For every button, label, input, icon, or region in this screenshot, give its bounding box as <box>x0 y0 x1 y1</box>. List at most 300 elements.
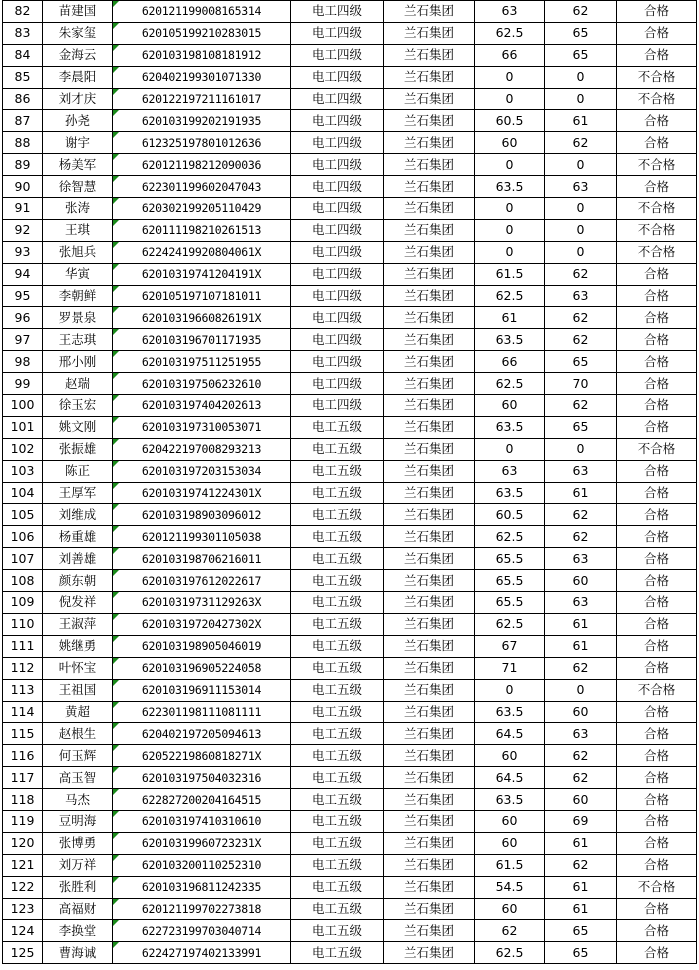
score-1-cell[interactable]: 62.5 <box>475 22 545 44</box>
score-1-cell[interactable]: 65.5 <box>475 570 545 592</box>
row-number-cell[interactable]: 88 <box>3 132 43 154</box>
result-cell[interactable]: 合格 <box>617 176 697 198</box>
score-2-cell[interactable]: 60 <box>545 570 617 592</box>
level-cell[interactable]: 电工四级 <box>291 1 384 23</box>
id-number-cell[interactable]: 62010319741224301X <box>113 482 291 504</box>
row-number-cell[interactable]: 105 <box>3 504 43 526</box>
name-cell[interactable]: 朱家玺 <box>43 22 113 44</box>
score-1-cell[interactable]: 62 <box>475 920 545 942</box>
id-number-cell[interactable]: 62010319720427302X <box>113 613 291 635</box>
score-2-cell[interactable]: 0 <box>545 219 617 241</box>
row-number-cell[interactable]: 96 <box>3 307 43 329</box>
level-cell[interactable]: 电工五级 <box>291 504 384 526</box>
result-cell[interactable]: 合格 <box>617 942 697 964</box>
score-1-cell[interactable]: 60.5 <box>475 504 545 526</box>
score-1-cell[interactable]: 62.5 <box>475 526 545 548</box>
row-number-cell[interactable]: 125 <box>3 942 43 964</box>
score-1-cell[interactable]: 66 <box>475 351 545 373</box>
score-2-cell[interactable]: 62 <box>545 504 617 526</box>
row-number-cell[interactable]: 119 <box>3 810 43 832</box>
level-cell[interactable]: 电工四级 <box>291 263 384 285</box>
level-cell[interactable]: 电工五级 <box>291 789 384 811</box>
result-cell[interactable]: 合格 <box>617 460 697 482</box>
name-cell[interactable]: 谢宇 <box>43 132 113 154</box>
id-number-cell[interactable]: 622723199703040714 <box>113 920 291 942</box>
row-number-cell[interactable]: 106 <box>3 526 43 548</box>
unit-cell[interactable]: 兰石集团 <box>384 285 475 307</box>
id-number-cell[interactable]: 620103198706216011 <box>113 548 291 570</box>
name-cell[interactable]: 马杰 <box>43 789 113 811</box>
score-2-cell[interactable]: 62 <box>545 657 617 679</box>
row-number-cell[interactable]: 83 <box>3 22 43 44</box>
name-cell[interactable]: 刘维成 <box>43 504 113 526</box>
unit-cell[interactable]: 兰石集团 <box>384 635 475 657</box>
id-number-cell[interactable]: 620103196905224058 <box>113 657 291 679</box>
score-2-cell[interactable]: 65 <box>545 942 617 964</box>
unit-cell[interactable]: 兰石集团 <box>384 723 475 745</box>
unit-cell[interactable]: 兰石集团 <box>384 22 475 44</box>
row-number-cell[interactable]: 115 <box>3 723 43 745</box>
id-number-cell[interactable]: 620302199205110429 <box>113 198 291 220</box>
name-cell[interactable]: 赵瑞 <box>43 373 113 395</box>
score-1-cell[interactable]: 63.5 <box>475 701 545 723</box>
unit-cell[interactable]: 兰石集团 <box>384 307 475 329</box>
level-cell[interactable]: 电工五级 <box>291 657 384 679</box>
name-cell[interactable]: 张博勇 <box>43 832 113 854</box>
score-1-cell[interactable]: 63.5 <box>475 416 545 438</box>
score-2-cell[interactable]: 62 <box>545 767 617 789</box>
id-number-cell[interactable]: 620103199202191935 <box>113 110 291 132</box>
score-2-cell[interactable]: 70 <box>545 373 617 395</box>
level-cell[interactable]: 电工四级 <box>291 110 384 132</box>
score-1-cell[interactable]: 61.5 <box>475 854 545 876</box>
unit-cell[interactable]: 兰石集团 <box>384 920 475 942</box>
row-number-cell[interactable]: 90 <box>3 176 43 198</box>
id-number-cell[interactable]: 620422197008293213 <box>113 438 291 460</box>
row-number-cell[interactable]: 97 <box>3 329 43 351</box>
name-cell[interactable]: 刘善雄 <box>43 548 113 570</box>
id-number-cell[interactable]: 620103198108181912 <box>113 44 291 66</box>
row-number-cell[interactable]: 101 <box>3 416 43 438</box>
unit-cell[interactable]: 兰石集团 <box>384 570 475 592</box>
score-2-cell[interactable]: 63 <box>545 548 617 570</box>
score-2-cell[interactable]: 62 <box>545 395 617 417</box>
level-cell[interactable]: 电工五级 <box>291 920 384 942</box>
id-number-cell[interactable]: 622427197402133991 <box>113 942 291 964</box>
score-2-cell[interactable]: 62 <box>545 526 617 548</box>
result-cell[interactable]: 合格 <box>617 701 697 723</box>
row-number-cell[interactable]: 120 <box>3 832 43 854</box>
level-cell[interactable]: 电工五级 <box>291 548 384 570</box>
id-number-cell[interactable]: 620103197203153034 <box>113 460 291 482</box>
score-2-cell[interactable]: 60 <box>545 701 617 723</box>
row-number-cell[interactable]: 86 <box>3 88 43 110</box>
score-1-cell[interactable]: 62.5 <box>475 373 545 395</box>
result-cell[interactable]: 合格 <box>617 613 697 635</box>
row-number-cell[interactable]: 116 <box>3 745 43 767</box>
unit-cell[interactable]: 兰石集团 <box>384 154 475 176</box>
result-cell[interactable]: 合格 <box>617 504 697 526</box>
result-cell[interactable]: 合格 <box>617 285 697 307</box>
score-2-cell[interactable]: 65 <box>545 416 617 438</box>
row-number-cell[interactable]: 89 <box>3 154 43 176</box>
result-cell[interactable]: 合格 <box>617 898 697 920</box>
unit-cell[interactable]: 兰石集团 <box>384 460 475 482</box>
id-number-cell[interactable]: 620121199702273818 <box>113 898 291 920</box>
score-1-cell[interactable]: 61.5 <box>475 263 545 285</box>
id-number-cell[interactable]: 620111198210261513 <box>113 219 291 241</box>
unit-cell[interactable]: 兰石集团 <box>384 219 475 241</box>
unit-cell[interactable]: 兰石集团 <box>384 657 475 679</box>
row-number-cell[interactable]: 123 <box>3 898 43 920</box>
score-1-cell[interactable]: 54.5 <box>475 876 545 898</box>
name-cell[interactable]: 罗景泉 <box>43 307 113 329</box>
result-cell[interactable]: 不合格 <box>617 154 697 176</box>
unit-cell[interactable]: 兰石集团 <box>384 373 475 395</box>
level-cell[interactable]: 电工四级 <box>291 44 384 66</box>
id-number-cell[interactable]: 620103196811242335 <box>113 876 291 898</box>
result-cell[interactable]: 不合格 <box>617 219 697 241</box>
level-cell[interactable]: 电工五级 <box>291 767 384 789</box>
row-number-cell[interactable]: 98 <box>3 351 43 373</box>
row-number-cell[interactable]: 94 <box>3 263 43 285</box>
score-1-cell[interactable]: 0 <box>475 88 545 110</box>
id-number-cell[interactable]: 620103197410310610 <box>113 810 291 832</box>
id-number-cell[interactable]: 620121198212090036 <box>113 154 291 176</box>
score-2-cell[interactable]: 0 <box>545 154 617 176</box>
result-cell[interactable]: 合格 <box>617 854 697 876</box>
row-number-cell[interactable]: 122 <box>3 876 43 898</box>
id-number-cell[interactable]: 620103198905046019 <box>113 635 291 657</box>
unit-cell[interactable]: 兰石集团 <box>384 504 475 526</box>
row-number-cell[interactable]: 121 <box>3 854 43 876</box>
score-2-cell[interactable]: 61 <box>545 898 617 920</box>
level-cell[interactable]: 电工五级 <box>291 416 384 438</box>
result-cell[interactable]: 不合格 <box>617 66 697 88</box>
id-number-cell[interactable]: 620103196701171935 <box>113 329 291 351</box>
level-cell[interactable]: 电工四级 <box>291 132 384 154</box>
result-cell[interactable]: 合格 <box>617 44 697 66</box>
name-cell[interactable]: 陈正 <box>43 460 113 482</box>
result-cell[interactable]: 不合格 <box>617 876 697 898</box>
row-number-cell[interactable]: 102 <box>3 438 43 460</box>
score-1-cell[interactable]: 63 <box>475 1 545 23</box>
id-number-cell[interactable]: 620121199301105038 <box>113 526 291 548</box>
level-cell[interactable]: 电工五级 <box>291 898 384 920</box>
result-cell[interactable]: 合格 <box>617 416 697 438</box>
result-cell[interactable]: 合格 <box>617 745 697 767</box>
row-number-cell[interactable]: 91 <box>3 198 43 220</box>
result-cell[interactable]: 不合格 <box>617 438 697 460</box>
name-cell[interactable]: 李朝鲜 <box>43 285 113 307</box>
score-1-cell[interactable]: 60 <box>475 745 545 767</box>
name-cell[interactable]: 黄超 <box>43 701 113 723</box>
score-2-cell[interactable]: 63 <box>545 285 617 307</box>
unit-cell[interactable]: 兰石集团 <box>384 942 475 964</box>
id-number-cell[interactable]: 620103197511251955 <box>113 351 291 373</box>
name-cell[interactable]: 王祖国 <box>43 679 113 701</box>
name-cell[interactable]: 张涛 <box>43 198 113 220</box>
score-1-cell[interactable]: 62.5 <box>475 613 545 635</box>
level-cell[interactable]: 电工五级 <box>291 438 384 460</box>
result-cell[interactable]: 合格 <box>617 22 697 44</box>
result-cell[interactable]: 合格 <box>617 351 697 373</box>
id-number-cell[interactable]: 62010319660826191X <box>113 307 291 329</box>
row-number-cell[interactable]: 108 <box>3 570 43 592</box>
result-cell[interactable]: 合格 <box>617 570 697 592</box>
result-cell[interactable]: 合格 <box>617 1 697 23</box>
id-number-cell[interactable]: 620103196911153014 <box>113 679 291 701</box>
score-2-cell[interactable]: 63 <box>545 176 617 198</box>
id-number-cell[interactable]: 620103197612022617 <box>113 570 291 592</box>
level-cell[interactable]: 电工五级 <box>291 592 384 614</box>
unit-cell[interactable]: 兰石集团 <box>384 329 475 351</box>
id-number-cell[interactable]: 620105199210283015 <box>113 22 291 44</box>
name-cell[interactable]: 曹海诚 <box>43 942 113 964</box>
score-1-cell[interactable]: 60 <box>475 898 545 920</box>
score-2-cell[interactable]: 61 <box>545 482 617 504</box>
id-number-cell[interactable]: 62010319741204191X <box>113 263 291 285</box>
score-1-cell[interactable]: 0 <box>475 219 545 241</box>
id-number-cell[interactable]: 622301199602047043 <box>113 176 291 198</box>
score-1-cell[interactable]: 60.5 <box>475 110 545 132</box>
row-number-cell[interactable]: 118 <box>3 789 43 811</box>
level-cell[interactable]: 电工四级 <box>291 329 384 351</box>
unit-cell[interactable]: 兰石集团 <box>384 1 475 23</box>
score-1-cell[interactable]: 60 <box>475 132 545 154</box>
score-1-cell[interactable]: 62.5 <box>475 942 545 964</box>
id-number-cell[interactable]: 622827200204164515 <box>113 789 291 811</box>
name-cell[interactable]: 张胜利 <box>43 876 113 898</box>
id-number-cell[interactable]: 62052219860818271X <box>113 745 291 767</box>
result-cell[interactable]: 合格 <box>617 110 697 132</box>
score-2-cell[interactable]: 0 <box>545 88 617 110</box>
score-1-cell[interactable]: 0 <box>475 438 545 460</box>
score-1-cell[interactable]: 0 <box>475 198 545 220</box>
row-number-cell[interactable]: 100 <box>3 395 43 417</box>
score-1-cell[interactable]: 66 <box>475 44 545 66</box>
result-cell[interactable]: 合格 <box>617 657 697 679</box>
result-cell[interactable]: 合格 <box>617 789 697 811</box>
score-2-cell[interactable]: 61 <box>545 613 617 635</box>
level-cell[interactable]: 电工四级 <box>291 219 384 241</box>
score-1-cell[interactable]: 61 <box>475 307 545 329</box>
score-2-cell[interactable]: 65 <box>545 920 617 942</box>
row-number-cell[interactable]: 103 <box>3 460 43 482</box>
score-1-cell[interactable]: 63 <box>475 460 545 482</box>
unit-cell[interactable]: 兰石集团 <box>384 876 475 898</box>
unit-cell[interactable]: 兰石集团 <box>384 110 475 132</box>
row-number-cell[interactable]: 117 <box>3 767 43 789</box>
level-cell[interactable]: 电工五级 <box>291 876 384 898</box>
score-1-cell[interactable]: 65.5 <box>475 592 545 614</box>
name-cell[interactable]: 王志琪 <box>43 329 113 351</box>
row-number-cell[interactable]: 124 <box>3 920 43 942</box>
level-cell[interactable]: 电工五级 <box>291 701 384 723</box>
score-1-cell[interactable]: 65.5 <box>475 548 545 570</box>
name-cell[interactable]: 孙尧 <box>43 110 113 132</box>
name-cell[interactable]: 高玉智 <box>43 767 113 789</box>
row-number-cell[interactable]: 112 <box>3 657 43 679</box>
score-2-cell[interactable]: 61 <box>545 832 617 854</box>
result-cell[interactable]: 不合格 <box>617 241 697 263</box>
level-cell[interactable]: 电工五级 <box>291 460 384 482</box>
level-cell[interactable]: 电工五级 <box>291 810 384 832</box>
row-number-cell[interactable]: 113 <box>3 679 43 701</box>
name-cell[interactable]: 叶怀宝 <box>43 657 113 679</box>
row-number-cell[interactable]: 84 <box>3 44 43 66</box>
name-cell[interactable]: 姚文刚 <box>43 416 113 438</box>
result-cell[interactable]: 合格 <box>617 373 697 395</box>
level-cell[interactable]: 电工四级 <box>291 88 384 110</box>
score-2-cell[interactable]: 62 <box>545 132 617 154</box>
level-cell[interactable]: 电工五级 <box>291 832 384 854</box>
level-cell[interactable]: 电工五级 <box>291 854 384 876</box>
level-cell[interactable]: 电工五级 <box>291 482 384 504</box>
row-number-cell[interactable]: 104 <box>3 482 43 504</box>
score-2-cell[interactable]: 65 <box>545 22 617 44</box>
name-cell[interactable]: 王厚军 <box>43 482 113 504</box>
name-cell[interactable]: 倪发祥 <box>43 592 113 614</box>
level-cell[interactable]: 电工五级 <box>291 613 384 635</box>
id-number-cell[interactable]: 620103197506232610 <box>113 373 291 395</box>
name-cell[interactable]: 赵根生 <box>43 723 113 745</box>
unit-cell[interactable]: 兰石集团 <box>384 241 475 263</box>
id-number-cell[interactable]: 620105197107181011 <box>113 285 291 307</box>
name-cell[interactable]: 徐玉宏 <box>43 395 113 417</box>
score-2-cell[interactable]: 62 <box>545 307 617 329</box>
score-1-cell[interactable]: 60 <box>475 832 545 854</box>
score-2-cell[interactable]: 62 <box>545 1 617 23</box>
unit-cell[interactable]: 兰石集团 <box>384 198 475 220</box>
level-cell[interactable]: 电工五级 <box>291 723 384 745</box>
unit-cell[interactable]: 兰石集团 <box>384 416 475 438</box>
unit-cell[interactable]: 兰石集团 <box>384 745 475 767</box>
unit-cell[interactable]: 兰石集团 <box>384 351 475 373</box>
unit-cell[interactable]: 兰石集团 <box>384 66 475 88</box>
unit-cell[interactable]: 兰石集团 <box>384 810 475 832</box>
score-2-cell[interactable]: 62 <box>545 329 617 351</box>
level-cell[interactable]: 电工五级 <box>291 635 384 657</box>
unit-cell[interactable]: 兰石集团 <box>384 438 475 460</box>
result-cell[interactable]: 合格 <box>617 767 697 789</box>
result-cell[interactable]: 不合格 <box>617 198 697 220</box>
row-number-cell[interactable]: 111 <box>3 635 43 657</box>
unit-cell[interactable]: 兰石集团 <box>384 44 475 66</box>
score-1-cell[interactable]: 64.5 <box>475 767 545 789</box>
score-2-cell[interactable]: 61 <box>545 876 617 898</box>
result-cell[interactable]: 合格 <box>617 329 697 351</box>
score-1-cell[interactable]: 0 <box>475 241 545 263</box>
result-cell[interactable]: 合格 <box>617 548 697 570</box>
level-cell[interactable]: 电工五级 <box>291 526 384 548</box>
row-number-cell[interactable]: 110 <box>3 613 43 635</box>
row-number-cell[interactable]: 87 <box>3 110 43 132</box>
result-cell[interactable]: 不合格 <box>617 88 697 110</box>
level-cell[interactable]: 电工五级 <box>291 570 384 592</box>
row-number-cell[interactable]: 114 <box>3 701 43 723</box>
score-1-cell[interactable]: 63.5 <box>475 482 545 504</box>
score-1-cell[interactable]: 62.5 <box>475 285 545 307</box>
unit-cell[interactable]: 兰石集团 <box>384 132 475 154</box>
row-number-cell[interactable]: 85 <box>3 66 43 88</box>
result-cell[interactable]: 合格 <box>617 832 697 854</box>
name-cell[interactable]: 王琪 <box>43 219 113 241</box>
unit-cell[interactable]: 兰石集团 <box>384 88 475 110</box>
name-cell[interactable]: 杨美军 <box>43 154 113 176</box>
score-2-cell[interactable]: 0 <box>545 438 617 460</box>
id-number-cell[interactable]: 620103197310053071 <box>113 416 291 438</box>
result-cell[interactable]: 合格 <box>617 526 697 548</box>
name-cell[interactable]: 姚继勇 <box>43 635 113 657</box>
level-cell[interactable]: 电工四级 <box>291 241 384 263</box>
name-cell[interactable]: 苗建国 <box>43 1 113 23</box>
result-cell[interactable]: 合格 <box>617 920 697 942</box>
score-1-cell[interactable]: 71 <box>475 657 545 679</box>
result-cell[interactable]: 合格 <box>617 592 697 614</box>
name-cell[interactable]: 李晨阳 <box>43 66 113 88</box>
name-cell[interactable]: 华寅 <box>43 263 113 285</box>
id-number-cell[interactable]: 620122197211161017 <box>113 88 291 110</box>
unit-cell[interactable]: 兰石集团 <box>384 482 475 504</box>
unit-cell[interactable]: 兰石集团 <box>384 263 475 285</box>
row-number-cell[interactable]: 109 <box>3 592 43 614</box>
score-2-cell[interactable]: 60 <box>545 789 617 811</box>
score-2-cell[interactable]: 65 <box>545 351 617 373</box>
level-cell[interactable]: 电工五级 <box>291 679 384 701</box>
unit-cell[interactable]: 兰石集团 <box>384 526 475 548</box>
score-1-cell[interactable]: 63.5 <box>475 789 545 811</box>
score-2-cell[interactable]: 62 <box>545 745 617 767</box>
name-cell[interactable]: 刘才庆 <box>43 88 113 110</box>
name-cell[interactable]: 颜东朝 <box>43 570 113 592</box>
result-cell[interactable]: 合格 <box>617 395 697 417</box>
unit-cell[interactable]: 兰石集团 <box>384 767 475 789</box>
unit-cell[interactable]: 兰石集团 <box>384 613 475 635</box>
level-cell[interactable]: 电工四级 <box>291 198 384 220</box>
result-cell[interactable]: 合格 <box>617 482 697 504</box>
unit-cell[interactable]: 兰石集团 <box>384 395 475 417</box>
name-cell[interactable]: 张旭兵 <box>43 241 113 263</box>
unit-cell[interactable]: 兰石集团 <box>384 592 475 614</box>
score-2-cell[interactable]: 61 <box>545 635 617 657</box>
unit-cell[interactable]: 兰石集团 <box>384 679 475 701</box>
level-cell[interactable]: 电工五级 <box>291 745 384 767</box>
score-1-cell[interactable]: 60 <box>475 810 545 832</box>
result-cell[interactable]: 合格 <box>617 132 697 154</box>
level-cell[interactable]: 电工四级 <box>291 154 384 176</box>
score-2-cell[interactable]: 62 <box>545 854 617 876</box>
unit-cell[interactable]: 兰石集团 <box>384 854 475 876</box>
id-number-cell[interactable]: 620103200110252310 <box>113 854 291 876</box>
id-number-cell[interactable]: 62010319731129263X <box>113 592 291 614</box>
score-2-cell[interactable]: 61 <box>545 110 617 132</box>
id-number-cell[interactable]: 620121199008165314 <box>113 1 291 23</box>
id-number-cell[interactable]: 620103197404202613 <box>113 395 291 417</box>
row-number-cell[interactable]: 82 <box>3 1 43 23</box>
level-cell[interactable]: 电工四级 <box>291 285 384 307</box>
row-number-cell[interactable]: 107 <box>3 548 43 570</box>
level-cell[interactable]: 电工四级 <box>291 351 384 373</box>
score-2-cell[interactable]: 65 <box>545 44 617 66</box>
row-number-cell[interactable]: 99 <box>3 373 43 395</box>
name-cell[interactable]: 杨重雄 <box>43 526 113 548</box>
level-cell[interactable]: 电工五级 <box>291 942 384 964</box>
id-number-cell[interactable]: 62010319960723231X <box>113 832 291 854</box>
unit-cell[interactable]: 兰石集团 <box>384 789 475 811</box>
unit-cell[interactable]: 兰石集团 <box>384 701 475 723</box>
name-cell[interactable]: 金海云 <box>43 44 113 66</box>
